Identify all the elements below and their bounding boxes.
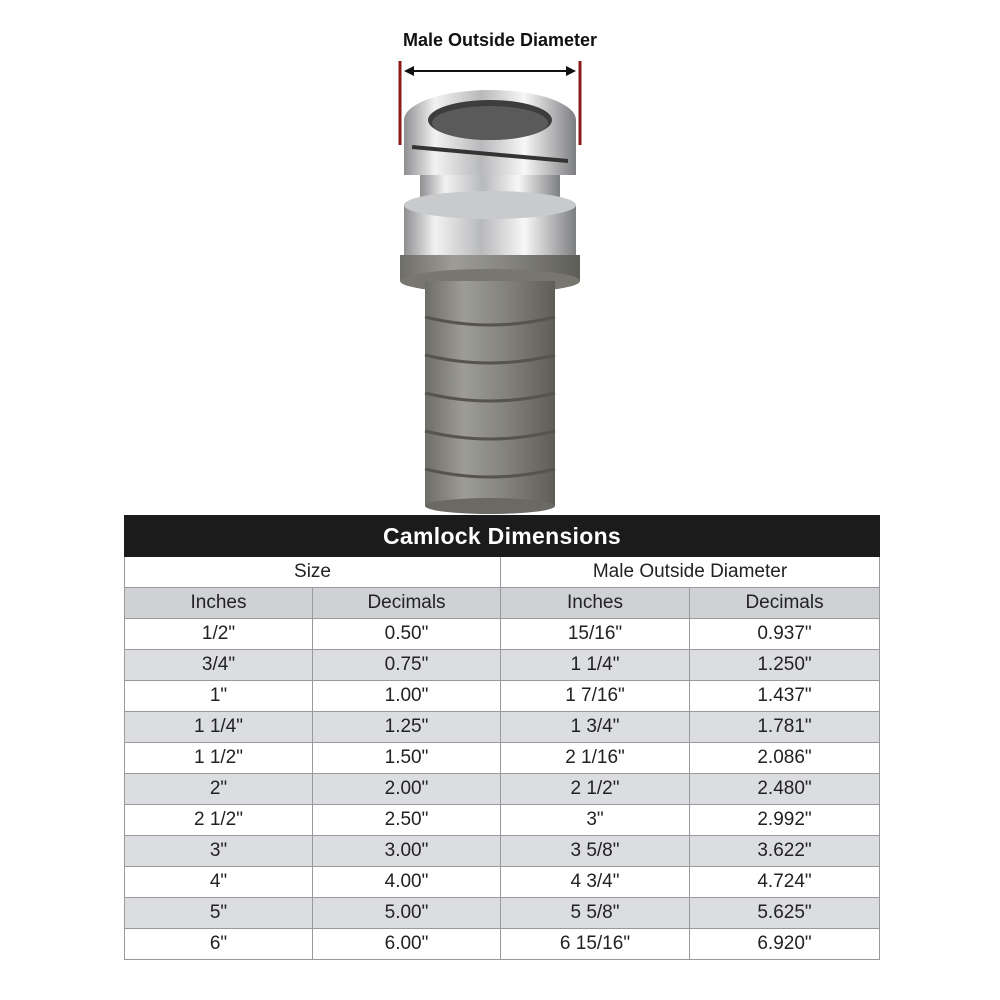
table-row — [125, 836, 880, 867]
size-decimals-cell: 6.00" — [313, 929, 501, 960]
size-decimals-cell: 5.00" — [313, 898, 501, 929]
od-decimals-cell: 2.992" — [690, 805, 880, 836]
size-inches-cell: 1 1/4" — [125, 712, 313, 743]
group-header-size: Size — [125, 557, 501, 588]
size-inches-cell: 5" — [125, 898, 313, 929]
od-inches-cell: 1 7/16" — [501, 681, 690, 712]
table-body — [125, 619, 880, 960]
size-inches-cell: 4" — [125, 867, 313, 898]
size-inches-cell: 1" — [125, 681, 313, 712]
od-inches-cell: 2 1/2" — [501, 774, 690, 805]
table-row — [125, 712, 880, 743]
sub-header-size-inches: Inches — [125, 588, 313, 619]
table-row — [125, 774, 880, 805]
camlock-fitting-image — [360, 55, 640, 515]
od-inches-cell: 3 5/8" — [501, 836, 690, 867]
group-header-row — [125, 557, 880, 588]
size-decimals-cell: 2.00" — [313, 774, 501, 805]
od-inches-cell: 2 1/16" — [501, 743, 690, 774]
camlock-dimensions-table — [124, 515, 880, 960]
table-row — [125, 898, 880, 929]
table-row — [125, 929, 880, 960]
od-inches-cell: 6 15/16" — [501, 929, 690, 960]
size-inches-cell: 1 1/2" — [125, 743, 313, 774]
sub-header-od-decimals: Decimals — [690, 588, 880, 619]
table-row — [125, 743, 880, 774]
od-decimals-cell: 2.086" — [690, 743, 880, 774]
size-inches-cell: 1/2" — [125, 619, 313, 650]
table-row — [125, 867, 880, 898]
size-inches-cell: 3/4" — [125, 650, 313, 681]
size-decimals-cell: 2.50" — [313, 805, 501, 836]
sub-header-row — [125, 588, 880, 619]
size-decimals-cell: 3.00" — [313, 836, 501, 867]
table-title: Camlock Dimensions — [125, 516, 880, 557]
table-row — [125, 681, 880, 712]
od-inches-cell: 15/16" — [501, 619, 690, 650]
od-decimals-cell: 1.781" — [690, 712, 880, 743]
od-inches-cell: 1 3/4" — [501, 712, 690, 743]
size-decimals-cell: 1.00" — [313, 681, 501, 712]
size-decimals-cell: 1.50" — [313, 743, 501, 774]
camlock-dimensions-table-container — [124, 515, 879, 960]
size-decimals-cell: 1.25" — [313, 712, 501, 743]
diameter-label: Male Outside Diameter — [402, 30, 598, 50]
size-inches-cell: 3" — [125, 836, 313, 867]
sub-header-size-decimals: Decimals — [313, 588, 501, 619]
table-row — [125, 619, 880, 650]
od-decimals-cell: 6.920" — [690, 929, 880, 960]
size-inches-cell: 2" — [125, 774, 313, 805]
size-decimals-cell: 4.00" — [313, 867, 501, 898]
od-inches-cell: 1 1/4" — [501, 650, 690, 681]
sub-header-od-inches: Inches — [501, 588, 690, 619]
size-decimals-cell: 0.50" — [313, 619, 501, 650]
od-decimals-cell: 1.250" — [690, 650, 880, 681]
od-decimals-cell: 2.480" — [690, 774, 880, 805]
size-decimals-cell: 0.75" — [313, 650, 501, 681]
table-row — [125, 650, 880, 681]
od-decimals-cell: 4.724" — [690, 867, 880, 898]
od-decimals-cell: 1.437" — [690, 681, 880, 712]
od-decimals-cell: 5.625" — [690, 898, 880, 929]
size-inches-cell: 2 1/2" — [125, 805, 313, 836]
od-inches-cell: 4 3/4" — [501, 867, 690, 898]
od-decimals-cell: 3.622" — [690, 836, 880, 867]
od-inches-cell: 5 5/8" — [501, 898, 690, 929]
od-inches-cell: 3" — [501, 805, 690, 836]
table-row — [125, 805, 880, 836]
od-decimals-cell: 0.937" — [690, 619, 880, 650]
size-inches-cell: 6" — [125, 929, 313, 960]
group-header-male-od: Male Outside Diameter — [501, 557, 880, 588]
camlock-fitting-illustration — [360, 55, 640, 515]
